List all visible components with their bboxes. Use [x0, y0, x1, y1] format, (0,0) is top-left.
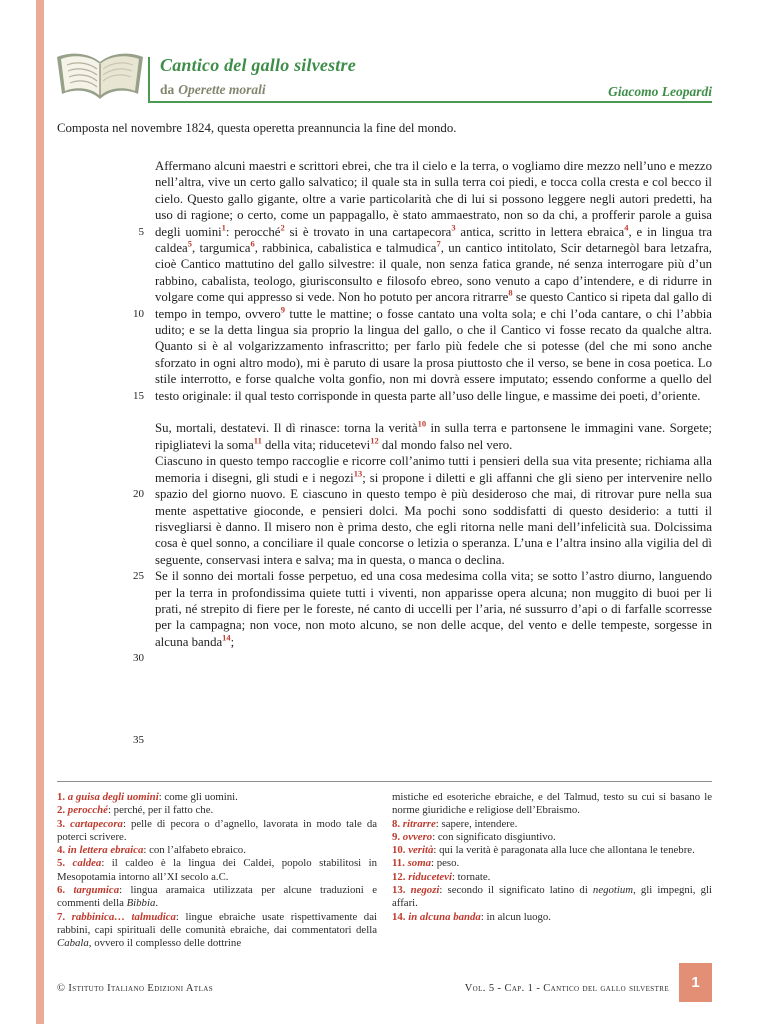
- line-number: 20: [133, 488, 144, 500]
- line-number-gutter: [57, 158, 144, 746]
- line-number: 5: [138, 225, 144, 238]
- footnote-ref: 9: [280, 304, 286, 315]
- footnotes-section: [57, 781, 712, 951]
- footnote-entry: mistiche ed esoteriche ebraiche, e del Talmud, testo su cui si basano le norme giuridiche e religiose dell’Ebraismo.: [392, 791, 712, 817]
- footnote-ref: 10: [417, 419, 427, 430]
- footnote-entry: 10. verità: qui la verità è paragonata alla luce che allontana le tenebre.: [392, 844, 695, 857]
- line-number: 30: [133, 652, 144, 664]
- line-number: 15: [133, 389, 144, 402]
- footnote-entry: 6. targumica: lingua aramaica utilizzata per alcune traduzioni e commenti della Bibbia.: [57, 884, 377, 910]
- footnote-ref: 14: [222, 632, 231, 643]
- footnote-ref: 5: [187, 238, 192, 249]
- body-text: [155, 158, 712, 650]
- footnote-entry: 5. caldea: il caldeo è la lingua dei Caldei, popolo stabilitosi in Mesopotamia intorno all’XI secolo a.C.: [57, 857, 377, 883]
- footnote-entry: 12. riducetevi: tornate.: [392, 870, 491, 883]
- footnote-entry: 11. soma: peso.: [392, 857, 460, 870]
- footnote-entry: 7. rabbinica… talmudica: lingue ebraiche usate rispettivamente dai rabbini, capi spirituali delle comunità ebraiche, dai commentatori della Cabala, ovvero il complesso delle dottrine: [57, 910, 377, 950]
- footnote-ref: 2: [280, 222, 285, 233]
- open-book-icon: [54, 50, 146, 109]
- footnote-ref: 8: [508, 287, 513, 298]
- intro-caption: Composta nel novembre 1824, questa operetta preannuncia la fine del mondo.: [57, 121, 457, 135]
- footnotes-right-column: [392, 791, 712, 951]
- line-number: 35: [133, 734, 144, 746]
- footnote-entry: 2. perocché: perché, per il fatto che.: [57, 804, 214, 817]
- copyright-text: © Istituto Italiano Edizioni Atlas: [57, 983, 214, 994]
- left-accent-strip: [36, 0, 44, 1024]
- footnote-ref: 7: [436, 238, 441, 249]
- footnote-entry: 14. in alcuna banda: in alcun luogo.: [392, 910, 551, 923]
- footnotes-left-column: [57, 791, 377, 951]
- paragraph-4: Se il sonno dei mortali fosse perpetuo, ed una cosa medesima colla vita; se sotto l’astro diurno, languendo per la terra in profondissima quiete tutti i viventi, non apparisse opera alcuna; non muggito di buoi per li prati, né strepito di fiere per le foreste, né canto di uccelli per l’aria, né sussurro d’api o di farfalle scorresse per la campagna; non voce, non moto alcuno, se non delle acque, del vento e delle tempeste, sorgesse in alcuna banda$^{14}$;: [155, 569, 712, 649]
- footnote-entry: 4. in lettera ebraica: con l’alfabeto ebraico.: [57, 844, 246, 857]
- header-horizontal-rule: [148, 101, 712, 103]
- page-title: Cantico del gallo silvestre: [160, 55, 356, 75]
- footnote-entry: 1. a guisa degli uomini: come gli uomini.: [57, 791, 238, 803]
- footnote-ref: 13: [353, 468, 363, 479]
- line-number: 10: [133, 307, 144, 320]
- footnote-entry: 9. ovvero: con significato disgiuntivo.: [392, 830, 556, 843]
- volume-chapter-info: Vol. 5 - Cap. 1 - Cantico del gallo silvestre: [464, 983, 669, 994]
- work-subtitle: [160, 82, 266, 98]
- footnote-ref: 1: [221, 222, 226, 233]
- footnote-ref: 12: [370, 435, 379, 446]
- main-text-block: [57, 158, 713, 746]
- subtitle-prefix: da: [160, 82, 175, 97]
- author-name: Giacomo Leopardi: [608, 84, 712, 99]
- work-title: Operette morali: [178, 82, 266, 97]
- footnote-entry: 13. negozi: secondo il significato latino di negotium, gli impegni, gli affari.: [392, 884, 712, 910]
- paragraph-1: Affermano alcuni maestri e scrittori ebrei, che tra il cielo e la terra, o vogliamo dire mezzo nell’uno e mezzo nell’altra, vive un certo gallo salvatico; il quale sta in sulla terra coi piedi, e tocca colla cresta e col becco il cielo. Questo gallo gigante, oltre a varie particolarità che di lui si possono leggere negli autori predetti, ha uso di ragione; o certo, come un pappagallo, è stato ammaestrato, non so da chi, a profferir parole a guisa degli uomini$^1$: perocché$^2$ si è trovato in una cartapecora$^3$ antica, scritto in lettera ebraica$^4$, e in lingua tra caldea$^5$, targumica$^6$, rabbinica, cabalistica e talmudica$^7$, un cantico intitolato, Scir detarnegòl bara letzafra, cioè Cantico mattutino del gallo silvestre: il quale, non senza fatica grande, né senza interrogare più d’un rabbino, cabalista, teologo, giurisconsulto e filosofo ebreo, sono venuto a capo d’intendere, e di ridurre in volgare come qui appresso si vede. Non ho potuto per ancora ritrarre$^8$ se questo Cantico si ripeta dal gallo di tempo in tempo, ovvero$^9$ tutte le mattine; o fosse cantato una volta sola; e chi l’oda cantare, o chi l’abbia udito; e se la detta lingua sia proprio la lingua del gallo, o che il Cantico vi fosse recato da qualche altra. Quanto si è al volgarizzamento infrascritto; per farlo più fedele che si potesse (del che mi sono anche sforzato in ogni altro modo), mi è paruto di usare la prosa piuttosto che il verso, se bene in cosa poetica. Lo stile interrotto, e forse qualche volta gonfio, non mi dovrà essere imputato; essendo conforme a quello del testo originale: il qual testo corrisponde in questa parte all’uso delle lingue, e massime dei poeti, d’oriente.: [155, 159, 713, 403]
- footnote-ref: 4: [624, 222, 629, 233]
- page-number: 1: [691, 974, 700, 991]
- footnote-entry: 3. cartapecora: pelle di pecora o d’agnello, lavorata in modo tale da poterci scrivere.: [57, 817, 378, 843]
- footnote-ref: 3: [451, 222, 456, 233]
- header-vertical-rule: [148, 57, 150, 102]
- footnote-entry: 8. ritrarre: sapere, intendere.: [392, 817, 518, 830]
- paragraph-2: Su, mortali, destatevi. Il dì rinasce: torna la verità$^{10}$ in sulla terra e partonsene le immagini vane. Sorgete; ripigliatevi la soma$^{11}$ della vita; riducetevi$^{12}$ dal mondo falso nel vero.: [155, 419, 712, 452]
- footnote-ref: 11: [253, 435, 262, 446]
- paragraph-3: Ciascuno in questo tempo raccoglie e ricorre coll’animo tutti i pensieri della sua vita presente; richiama alla memoria i disegni, gli studi e i negozi$^{13}$; si propone i diletti e gli affanni che gli sieno per intervenire nello spazio del giorno nuovo. E ciascuno in questo tempo è più desideroso che mai, di ritrovar pure nella sua mente aspettative gioconde, e pensieri dolci. Ma pochi sono soddisfatti di questo desiderio: a tutti il risvegliarsi è danno. Il misero non è prima desto, che egli ritorna nelle mani dell’infelicità sua. Dolcissima cosa è quel sonno, a conciliare il quale concorse o letizia o speranza. L’una e l’altra insino alla vigilia del dì seguente, conservasi intera e salva; ma in questa, o manca o declina.: [155, 454, 712, 567]
- footnote-ref: 6: [250, 238, 255, 249]
- line-number: 25: [133, 570, 144, 582]
- page-number-badge: [679, 963, 712, 1002]
